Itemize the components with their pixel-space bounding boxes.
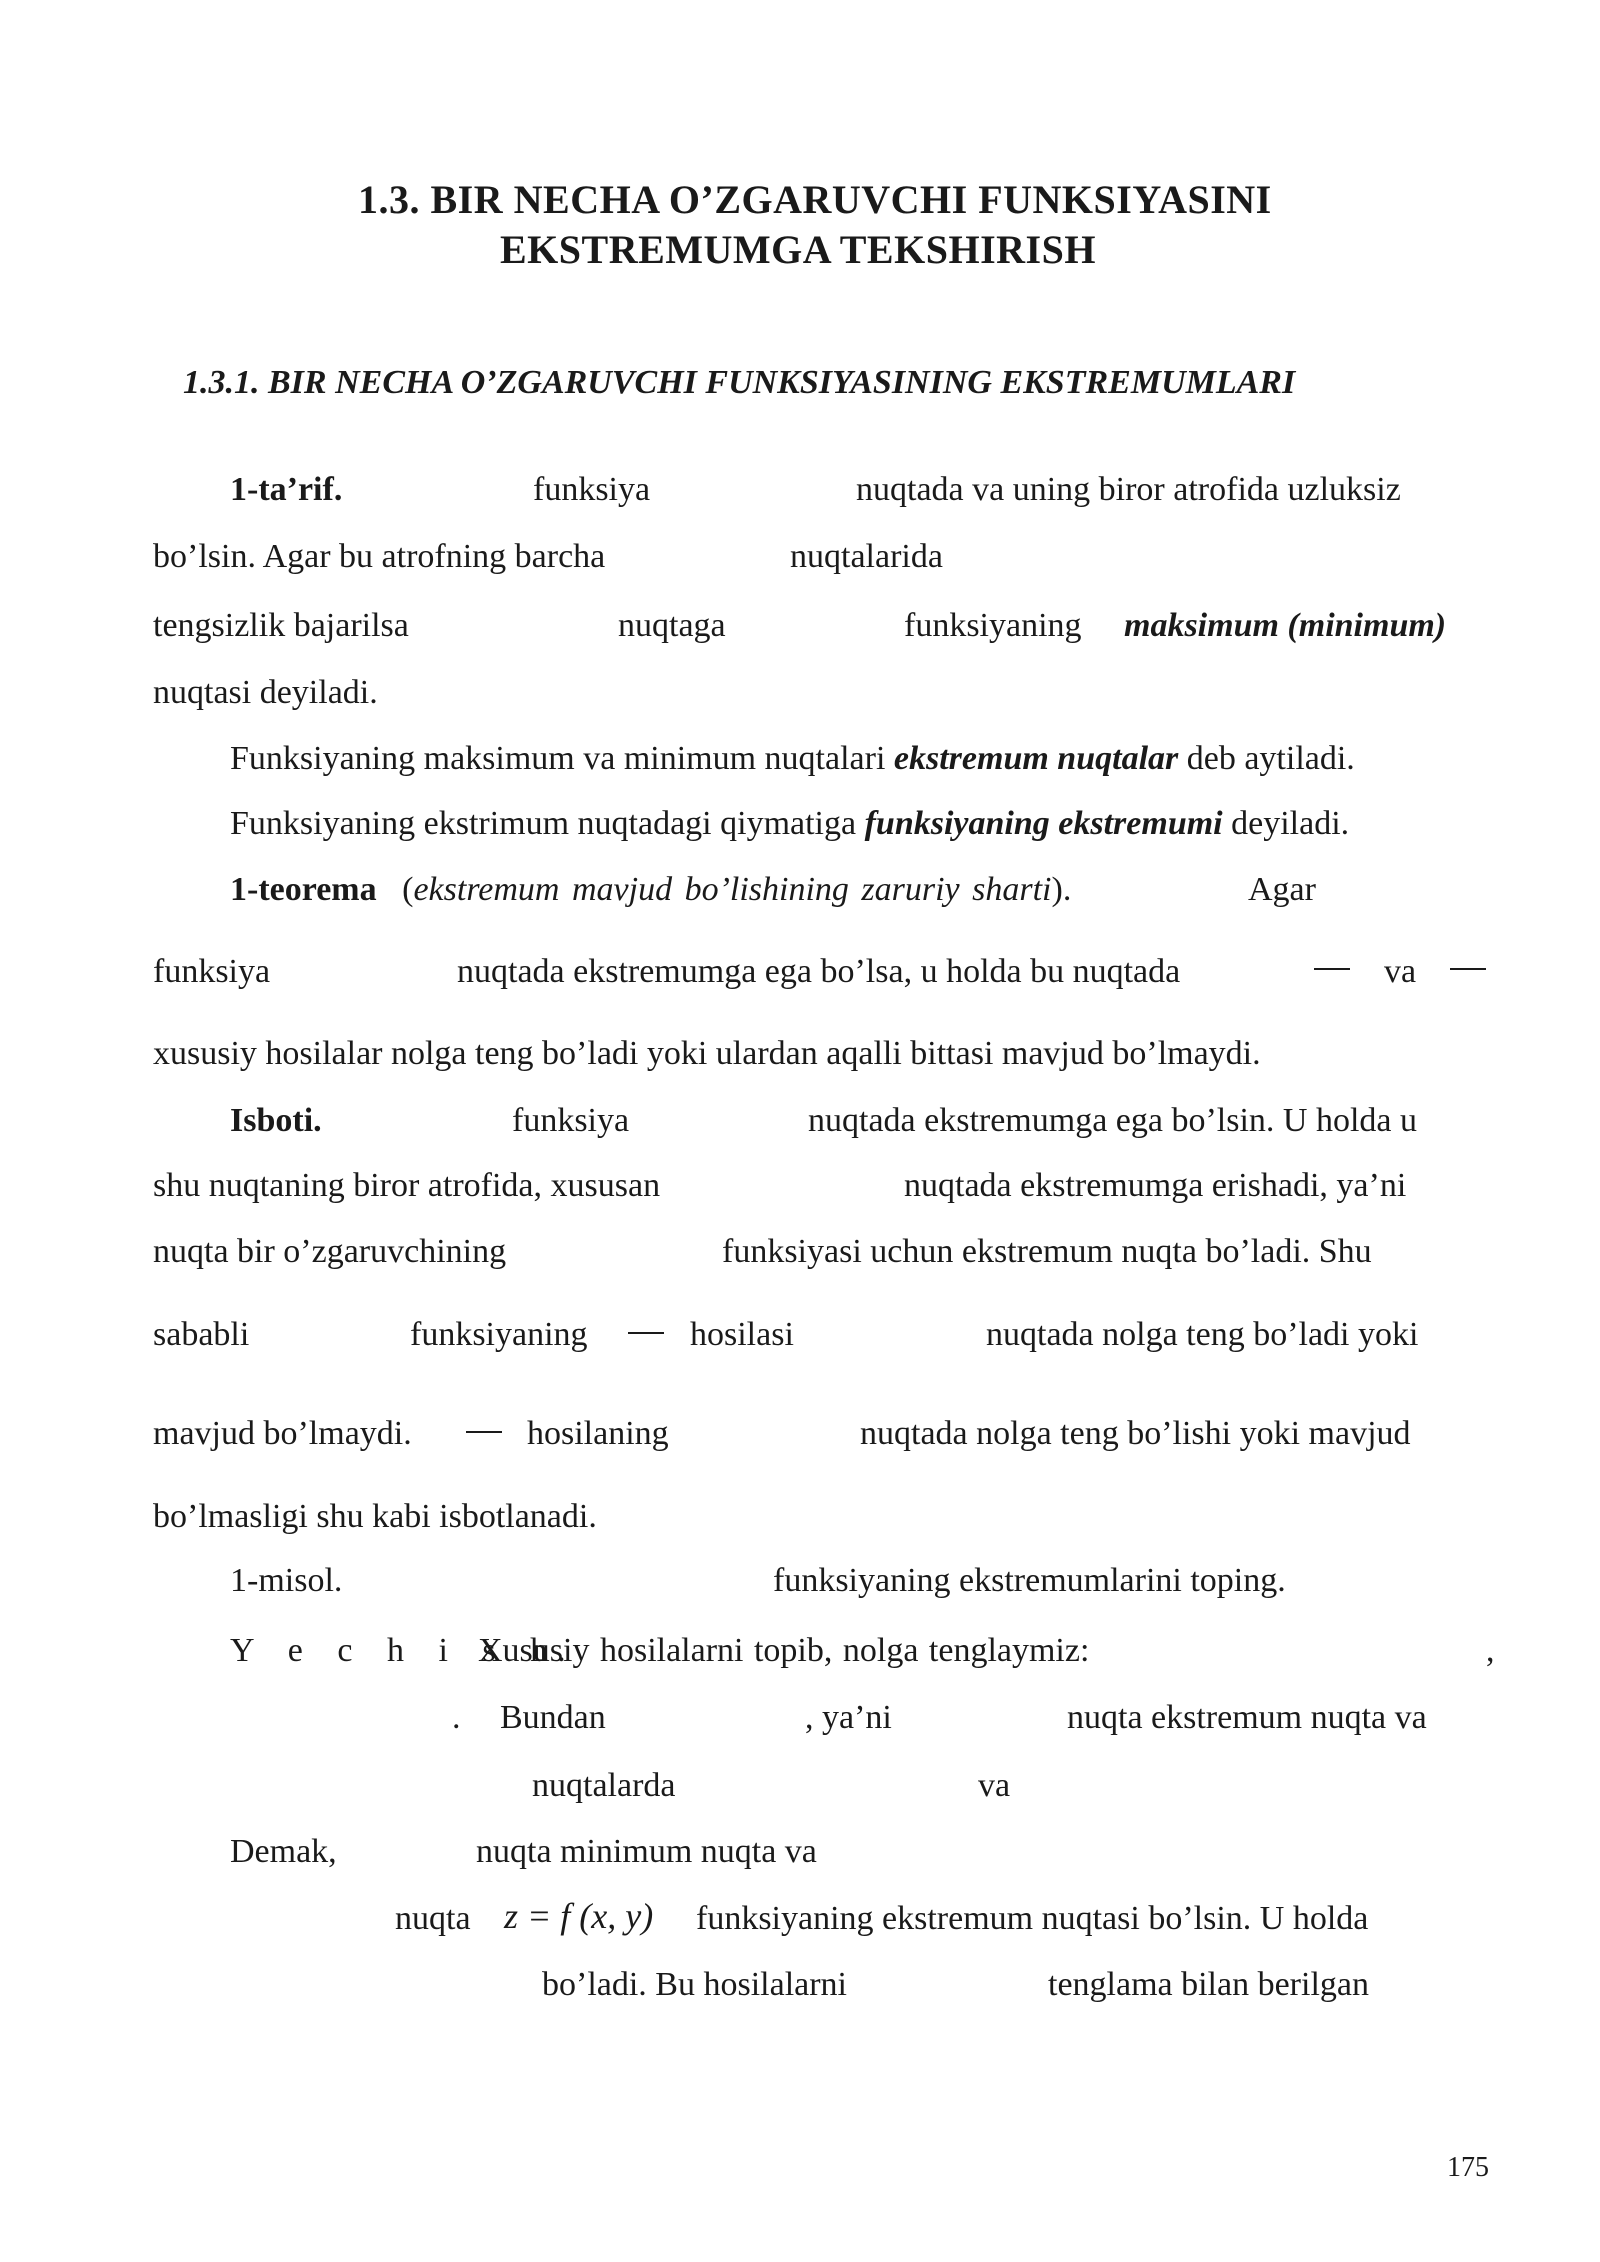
example-text: , [1486,1632,1495,1669]
proof-text: nuqtada nolga teng bo’lishi yoki mavjud [860,1415,1411,1452]
formula-z-fxy: z = f (x, y) [504,1896,654,1936]
fraction-bar [1314,968,1350,970]
example-text: Xususiy hosilalarni topib, nolga tenglaymiz: [478,1632,1090,1669]
proof-label: Isboti. [230,1102,322,1139]
fraction-bar [628,1332,664,1334]
theorem-line1 [230,873,1071,907]
theorem-text: va [1384,953,1417,990]
theorem-paren: ( [402,871,414,908]
proof-text: bo’lmasligi shu kabi isbotlanadi. [153,1498,597,1535]
definition-text: nuqtada va uning biror atrofida uzluksiz [856,471,1401,508]
term-function-extremum: funksiyaning ekstremumi [864,805,1223,842]
example-text: Bundan [500,1699,606,1736]
term-extremum-points: ekstremum nuqtalar [893,740,1179,777]
example-text: nuqta ekstremum nuqta va [1067,1699,1427,1736]
definition-text: nuqtasi deyiladi. [153,674,378,711]
example-label: 1-misol. [230,1562,343,1599]
theorem-label: 1-teorema [230,871,377,908]
theorem-name: ekstremum mavjud bo’lishining zaruriy sharti [413,871,1052,908]
proof-text: nuqta bir o’zgaruvchining [153,1233,507,1270]
fraction-bar [466,1431,502,1433]
section-title-line2: EKSTREMUMGA TEKSHIRISH [500,227,1096,272]
example-text: nuqtalarda [532,1767,676,1804]
example-text: nuqta [395,1900,471,1937]
proof-text: mavjud bo’lmaydi. [153,1415,412,1452]
definition-text: tengsizlik bajarilsa [153,607,409,644]
paragraph-text: deyiladi. [1222,805,1350,842]
proof-text: nuqtada ekstremumga erishadi, ya’ni [904,1167,1407,1204]
paragraph-extremum-points [230,742,1355,776]
example-text: funksiyaning ekstremumlarini toping. [773,1562,1286,1599]
example-text: va [978,1767,1011,1804]
proof-text: sababli [153,1316,250,1353]
subsection-title: 1.3.1. BIR NECHA O’ZGARUVCHI FUNKSIYASINING EKSTREMUMLARI [183,364,1296,401]
example-text: , ya’ni [805,1699,892,1736]
example-text: Demak, [230,1833,337,1870]
definition-text: nuqtalarida [790,538,943,575]
example-text: bo’ladi. Bu hosilalarni [542,1966,848,2003]
definition-term: maksimum (minimum) [1124,607,1447,644]
proof-text: funksiyaning [410,1316,588,1353]
proof-text: nuqtada nolga teng bo’ladi yoki [986,1316,1419,1353]
theorem-text: xususiy hosilalar nolga teng bo’ladi yoki ulardan aqalli bittasi mavjud bo’lmaydi. [153,1035,1261,1072]
theorem-text: Agar [1248,871,1316,908]
proof-text: funksiyasi uchun ekstremum nuqta bo’ladi. Shu [722,1233,1372,1270]
solution-label: Y e c h i s h. [230,1632,576,1669]
paragraph-extremum-value [230,807,1349,841]
section-title-line1: 1.3. BIR NECHA O’ZGARUVCHI FUNKSIYASINI [358,177,1272,222]
theorem-paren: ). [1051,871,1072,908]
definition-text: bo’lsin. Agar bu atrofning barcha [153,538,606,575]
definition-text: nuqtaga [618,607,726,644]
proof-text: funksiya [512,1102,630,1139]
example-text: tenglama bilan berilgan [1048,1966,1369,2003]
example-text: . [452,1699,461,1736]
paragraph-text: Funksiyaning ekstrimum nuqtadagi qiymatiga [230,805,865,842]
paragraph-text: Funksiyaning maksimum va minimum nuqtalari [230,740,894,777]
proof-text: hosilasi [690,1316,794,1353]
example-text: nuqta minimum nuqta va [476,1833,817,1870]
example-text: funksiyaning ekstremum nuqtasi bo’lsin. U holda [696,1900,1369,1937]
paragraph-text: deb aytiladi. [1178,740,1355,777]
theorem-text: funksiya [153,953,271,990]
theorem-text: nuqtada ekstremumga ega bo’lsa, u holda bu nuqtada [457,953,1181,990]
definition-text: funksiya [533,471,651,508]
proof-text: hosilaning [527,1415,669,1452]
proof-text: shu nuqtaning biror atrofida, xususan [153,1167,661,1204]
definition-text: funksiyaning [904,607,1082,644]
proof-text: nuqtada ekstremumga ega bo’lsin. U holda u [808,1102,1418,1139]
page-number: 175 [1447,2152,1489,2183]
fraction-bar [1450,968,1486,970]
definition-label: 1-ta’rif. [230,471,343,508]
